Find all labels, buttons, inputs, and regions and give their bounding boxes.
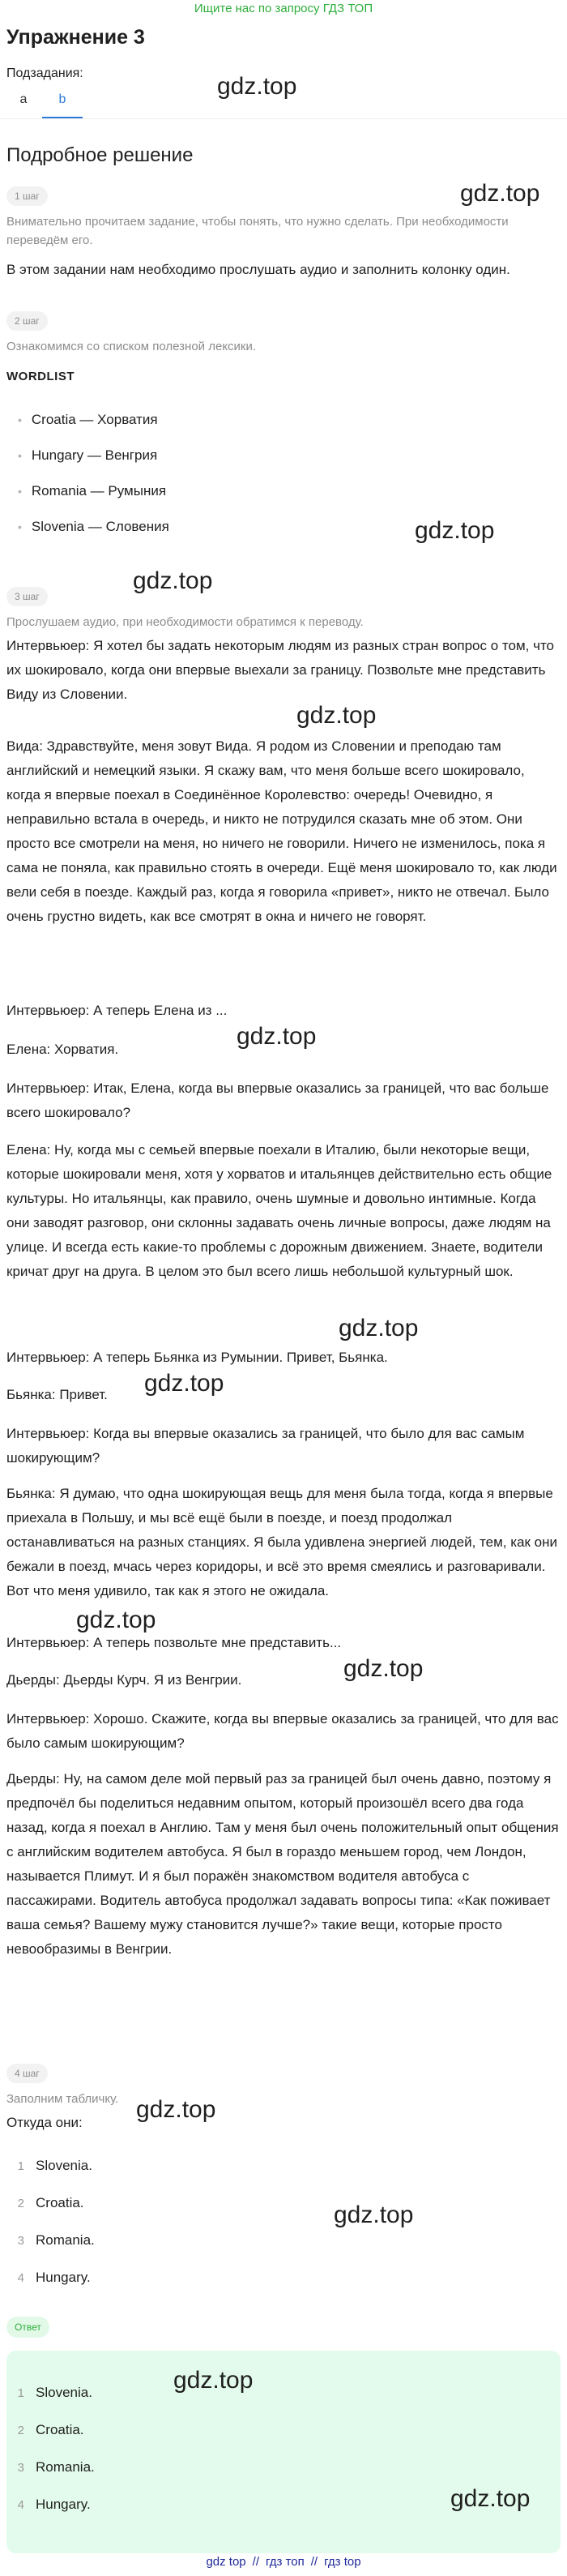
answer-item-text: Slovenia. xyxy=(36,2385,92,2400)
transcript-line: Интервьюер: А теперь Елена из ... xyxy=(6,1003,228,1018)
watermark: gdz.top xyxy=(76,1607,156,1633)
answer-box xyxy=(6,2351,561,2553)
transcript-line: Елена: Ну, когда мы с семьей впервые поехали в Италию, были некоторые вещи, которые шокировали меня, хотя у хорватов и итальянцев действительно есть общие культуры. Но итальянцы, как правило, очень шумные и довольно интимные. Когда они заводят разговор, они склонны задавать очень личные вопросы, даже людям на улице. И всегда есть какие-то проблемы с дорожным движением. Знаете, водители кричат друг на друга. В целом это был всего лишь небольшой культурный шок. xyxy=(6,1142,552,1279)
tab-a[interactable]: a xyxy=(19,92,28,106)
transcript-line: Интервьюер: А теперь Бьянка из Румынии. Привет, Бьянка. xyxy=(6,1350,388,1365)
answer-item-text: Hungary. xyxy=(36,2497,91,2512)
list-item-text: Romania. xyxy=(36,2232,95,2248)
step-badge: 2 шаг xyxy=(6,311,48,331)
step-text: Откуда они: xyxy=(6,2115,83,2130)
list-item-number: 4 xyxy=(17,2498,24,2512)
watermark: gdz.top xyxy=(237,1023,317,1050)
transcript-line: Дьерды: Ну, на самом деле мой первый раз за границей был очень давно, поэтому я предпочёл бы поделиться недавним опытом, который произошёл всего два года назад, когда я поехал в Англию. Там у меня был очень положительный опыт общения с английским водителем автобуса. Я был в гораздо меньшем город, чем Лондон, называется Плимут. И я был поражён знакомством водителя автобуса с пассажирами. Водитель автобуса продолжал задавать вопросы типа: «Как поживает ваша семья? Вашему мужу становится лучше?» такие вещи, которые просто невообразимы в Венгрии. xyxy=(6,1771,559,1957)
subtasks-label: Подзадания: xyxy=(6,66,83,80)
list-item-number: 3 xyxy=(17,2234,24,2248)
footer-separator: // xyxy=(310,2555,318,2569)
tab-b[interactable]: b xyxy=(42,89,83,118)
watermark: gdz.top xyxy=(334,2202,414,2228)
transcript-line: Вида: Здравствуйте, меня зовут Вида. Я родом из Словении и преподаю там английский и немецкий языки. Я скажу вам, что меня больше всего шокировало, когда я впервые поехал в Соединённое Королевство: очередь! Очевидно, я неправильно встала в очередь, и никто не потрудился сказать мне об этом. Они просто все смотрели на меня, но ничего не говорили. Ничего не изменилось, пока я сама не поняла, как правильно стоять в очереди. Ещё меня шокировало то, как люди вели себя в поезде. Каждый раз, когда я говорила «привет», никто не отвечал. Было очень грустно видеть, как все смотрят в окна и ничего не говорят. xyxy=(6,738,557,924)
list-item-number: 3 xyxy=(17,2461,24,2475)
transcript-line: Елена: Хорватия. xyxy=(6,1042,119,1057)
answer-item-text: Croatia. xyxy=(36,2422,84,2437)
answer-item-text: Romania. xyxy=(36,2459,95,2475)
search-hint-banner: Ищите нас по запросу ГДЗ ТОП xyxy=(194,2,373,15)
list-item-number: 1 xyxy=(17,2386,24,2400)
list-item-number: 1 xyxy=(17,2159,24,2173)
transcript-line: Бьянка: Привет. xyxy=(6,1387,108,1402)
list-item xyxy=(0,2158,92,2174)
step-hint: Ознакомимся со списком полезной лексики. xyxy=(6,340,257,353)
watermark: gdz.top xyxy=(343,1655,424,1682)
wordlist-item: • Romania — Румыния xyxy=(18,483,166,499)
footer-separator: // xyxy=(252,2555,259,2569)
transcript-line: Бьянка: Я думаю, что одна шокирующая вещь для меня была тогда, когда я впервые приехала в Польшу, и мы всё ещё были в поезде, и поезд продолжал останавливаться на разных станциях. Я была удивлена энергией людей, тем, как они бежали в поезд, мчась через коридоры, и всё это время смеялись и разговаривали. Вот что меня удивило, так как я этого не ожидала. xyxy=(6,1486,558,1598)
watermark: gdz.top xyxy=(450,2485,531,2512)
footer-links xyxy=(0,2555,567,2569)
transcript-line: Интервьюер: Когда вы впервые оказались за границей, что было для вас самым шокирующим? xyxy=(6,1426,525,1466)
answer-item xyxy=(0,2385,92,2401)
list-item xyxy=(0,2232,95,2249)
watermark: gdz.top xyxy=(296,702,377,729)
step-badge: 3 шаг xyxy=(6,587,48,606)
step-hint: Прослушаем аудио, при необходимости обратимся к переводу. xyxy=(6,615,364,629)
watermark: gdz.top xyxy=(217,73,297,100)
wordlist-item: • Slovenia — Словения xyxy=(18,519,169,535)
step-text: В этом задании нам необходимо прослушать аудио и заполнить колонку один. xyxy=(6,262,510,277)
watermark: gdz.top xyxy=(133,567,213,594)
step-badge: 1 шаг xyxy=(6,186,48,206)
answer-badge: Ответ xyxy=(6,2317,49,2338)
transcript-line: Интервьюер: Я хотел бы задать некоторым людям из разных стран вопрос о том, что их шокировало, когда они впервые выехали за границу. Позвольте мне представить Виду из Словении. xyxy=(6,638,554,702)
list-item xyxy=(0,2195,84,2211)
wordlist-title: WORDLIST xyxy=(6,370,75,383)
list-item-number: 2 xyxy=(17,2197,24,2210)
list-item-text: Slovenia. xyxy=(36,2158,92,2173)
transcript-line: Интервьюер: А теперь позвольте мне представить... xyxy=(6,1635,342,1650)
answer-item xyxy=(0,2459,95,2475)
watermark: gdz.top xyxy=(136,2096,216,2123)
exercise-title: Упражнение 3 xyxy=(6,26,145,49)
step-hint: Внимательно прочитаем задание, чтобы понять, что нужно сделать. При необходимости переведём его. xyxy=(6,215,509,247)
solution-title: Подробное решение xyxy=(6,144,194,166)
transcript-line: Дьерды: Дьерды Курч. Я из Венгрии. xyxy=(6,1672,242,1688)
step-hint: Заполним табличку. xyxy=(6,2092,119,2106)
step-badge: 4 шаг xyxy=(6,2064,48,2083)
list-item-number: 2 xyxy=(17,2424,24,2437)
list-item xyxy=(0,2270,91,2286)
transcript-line: Интервьюер: Хорошо. Скажите, когда вы впервые оказались за границей, что для вас было самым шокирующим? xyxy=(6,1711,559,1751)
footer-link[interactable]: gdz top xyxy=(206,2555,246,2569)
wordlist-item: • Hungary — Венгрия xyxy=(18,447,157,464)
answer-item xyxy=(0,2497,91,2513)
watermark: gdz.top xyxy=(415,517,495,544)
transcript-line: Интервьюер: Итак, Елена, когда вы впервые оказались за границей, что вас больше всего шокировало? xyxy=(6,1080,549,1120)
list-item-number: 4 xyxy=(17,2271,24,2285)
watermark: gdz.top xyxy=(460,180,540,207)
tabs-divider xyxy=(0,118,567,119)
watermark: gdz.top xyxy=(173,2367,254,2394)
answer-item xyxy=(0,2422,84,2438)
list-item-text: Croatia. xyxy=(36,2195,84,2210)
wordlist-item: • Croatia — Хорватия xyxy=(18,412,158,428)
footer-link[interactable]: гдз top xyxy=(324,2555,361,2569)
watermark: gdz.top xyxy=(339,1315,419,1341)
watermark: gdz.top xyxy=(144,1370,224,1397)
list-item-text: Hungary. xyxy=(36,2270,91,2285)
footer-link[interactable]: гдз топ xyxy=(266,2555,305,2569)
